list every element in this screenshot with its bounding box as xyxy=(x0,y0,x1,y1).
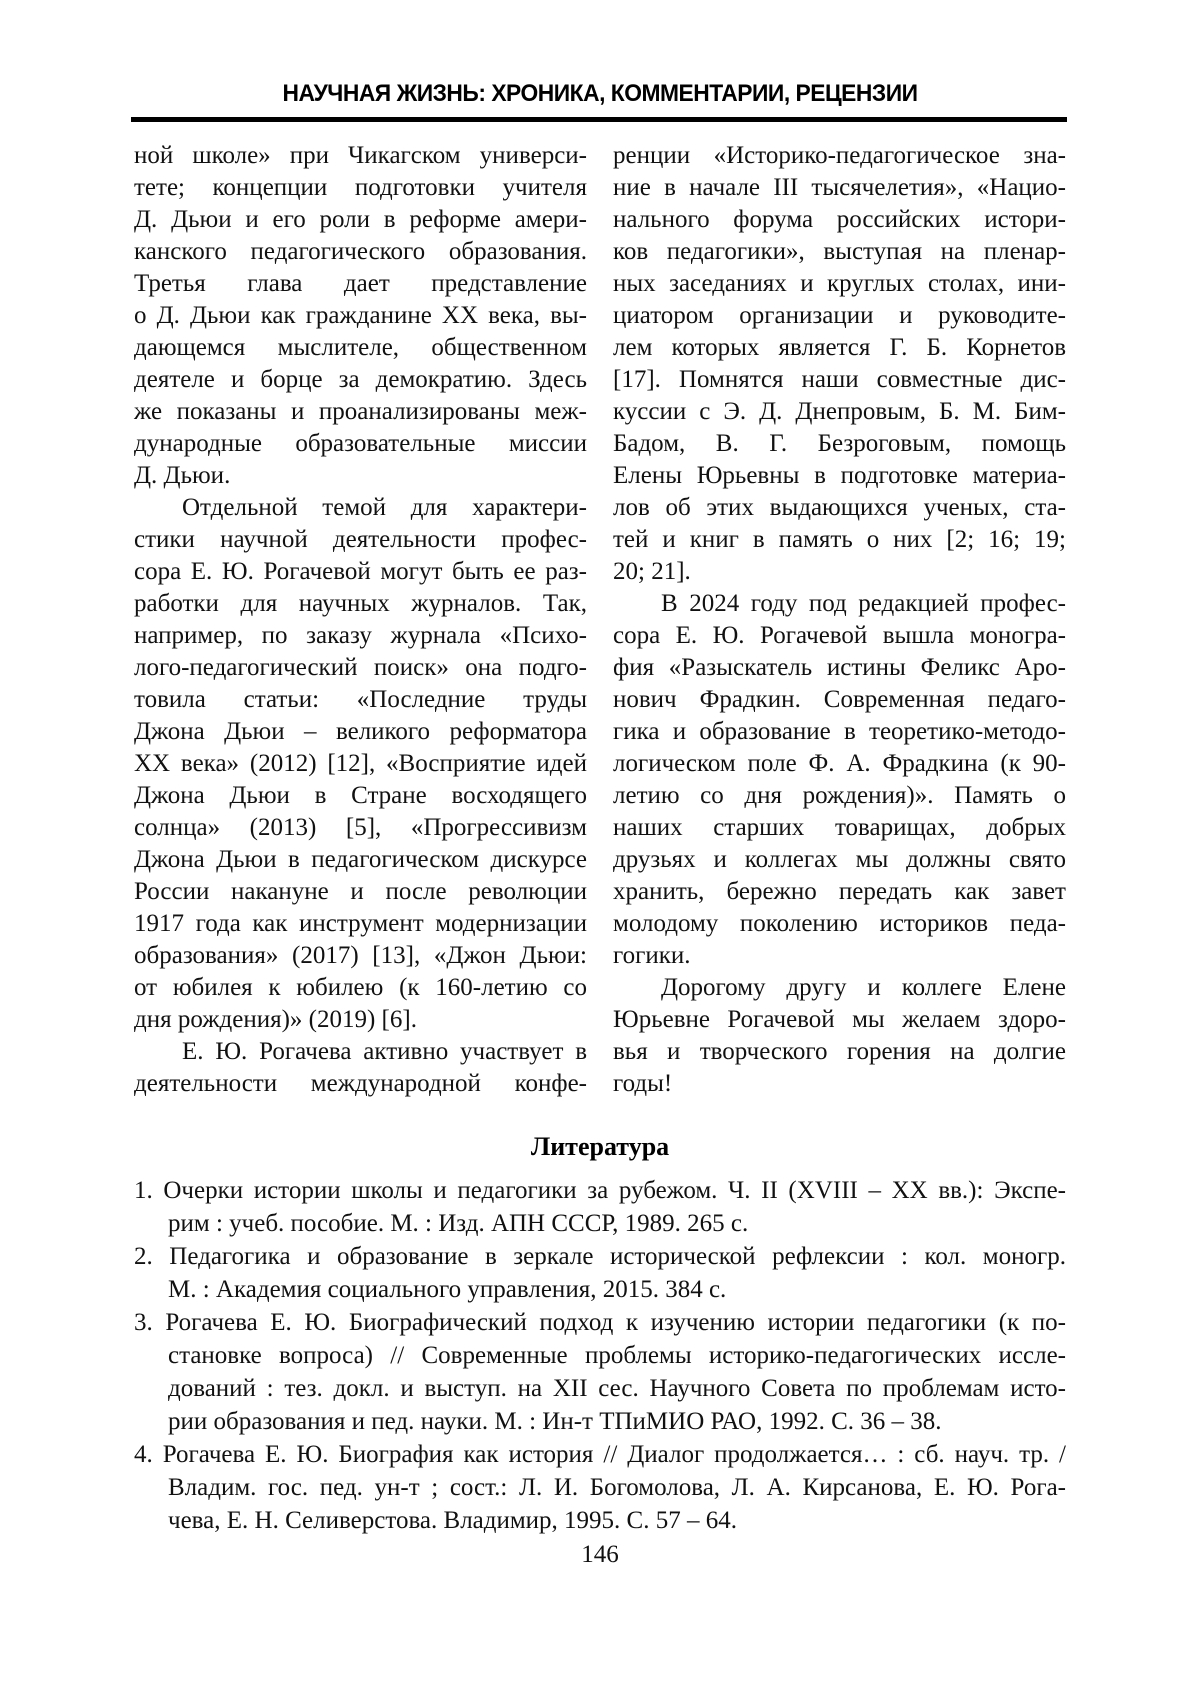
text-line: Д. Дьюи. xyxy=(134,462,231,489)
reference-item xyxy=(134,1174,1066,1240)
text-line: сора Е. Ю. Рогачевой могут быть ее раз- xyxy=(134,558,587,585)
page-number: 146 xyxy=(581,1541,619,1568)
text-line: куссии с Э. Д. Днепровым, Б. М. Бим- xyxy=(613,398,1066,425)
reference-line: становке вопроса) // Современные проблемы историко-педагогических иссле- xyxy=(168,1342,1066,1369)
text-line: 20; 21]. xyxy=(613,558,691,585)
text-line: нович Фрадкин. Современная педаго- xyxy=(613,686,1066,713)
reference-list xyxy=(134,1174,1066,1537)
text-line: Джона Дьюи – великого реформатора xyxy=(134,718,587,745)
text-line: Третья глава дает представление xyxy=(134,270,587,297)
text-line: нального форума российских истори- xyxy=(613,206,1066,233)
column-right xyxy=(613,140,1066,1100)
text-line: товила статьи: «Последние труды xyxy=(134,686,587,713)
reference-line: 4. Рогачева Е. Ю. Биография как история // Диалог продолжается… : сб. науч. тр. / xyxy=(134,1441,1066,1468)
text-line: же показаны и проанализированы меж- xyxy=(134,398,587,425)
text-line: 1917 года как инструмент модернизации xyxy=(134,910,587,937)
two-column-body xyxy=(134,140,1066,1100)
text-line: хранить, бережно передать как завет xyxy=(613,878,1066,905)
text-line: ных заседаниях и круглых столах, ини- xyxy=(613,270,1066,297)
text-line: В 2024 году под редакцией профес- xyxy=(661,590,1066,617)
text-line: лов об этих выдающихся ученых, ста- xyxy=(613,494,1066,521)
text-line: России накануне и после революции xyxy=(134,878,587,905)
text-line: Елены Юрьевны в подготовке материа- xyxy=(613,462,1066,489)
text-line: дня рождения)» (2019) [6]. xyxy=(134,1006,417,1033)
column-left xyxy=(134,140,587,1100)
reference-line: рим : учеб. пособие. М. : Изд. АПН СССР, 1989. 265 с. xyxy=(168,1210,749,1237)
text-line: Бадом, В. Г. Безроговым, помощь xyxy=(613,430,1066,457)
text-line: деятельности международной конфе- xyxy=(134,1070,587,1097)
reference-line: 2. Педагогика и образование в зеркале исторической рефлексии : кол. моногр. xyxy=(134,1243,1066,1270)
text-line: образования» (2017) [13], «Джон Дьюи: xyxy=(134,942,587,969)
text-line: дающемся мыслителе, общественном xyxy=(134,334,587,361)
text-line: канского педагогического образования. xyxy=(134,238,587,265)
reference-item xyxy=(134,1438,1066,1537)
text-line: стики научной деятельности профес- xyxy=(134,526,587,553)
text-line: годы! xyxy=(613,1070,673,1097)
text-line: Джона Дьюи в Стране восходящего xyxy=(134,782,587,809)
text-line: Джона Дьюи в педагогическом дискурсе xyxy=(134,846,587,873)
header-rule xyxy=(131,117,1067,122)
reference-line: 1. Очерки истории школы и педагогики за рубежом. Ч. II (XVIII – XX вв.): Экспе- xyxy=(134,1177,1066,1204)
text-line: молодому поколению историков педа- xyxy=(613,910,1066,937)
text-line: [17]. Помнятся наши совместные дис- xyxy=(613,366,1066,393)
text-line: тей и книг в память о них [2; 16; 19; xyxy=(613,526,1066,553)
text-line: сора Е. Ю. Рогачевой вышла моногра- xyxy=(613,622,1066,649)
running-head: НАУЧНАЯ ЖИЗНЬ: ХРОНИКА, КОММЕНТАРИИ, РЕЦЕНЗИИ xyxy=(282,80,918,107)
text-line: XX века» (2012) [12], «Восприятие идей xyxy=(134,750,587,777)
text-line: дународные образовательные миссии xyxy=(134,430,587,457)
reference-item xyxy=(134,1240,1066,1306)
text-line: например, по заказу журнала «Психо- xyxy=(134,622,587,649)
text-line: деятеле и борце за демократию. Здесь xyxy=(134,366,587,393)
text-line: гогики. xyxy=(613,942,691,969)
text-line: о Д. Дьюи как гражданине XX века, вы- xyxy=(134,302,587,329)
text-line: Юрьевне Рогачевой мы желаем здоро- xyxy=(613,1006,1066,1033)
text-line: тете; концепции подготовки учителя xyxy=(134,174,587,201)
text-line: фия «Разыскатель истины Феликс Аро- xyxy=(613,654,1066,681)
reference-line: чева, Е. Н. Селиверстова. Владимир, 1995. С. 57 – 64. xyxy=(168,1507,737,1534)
text-line: Дорогому другу и коллеге Елене xyxy=(661,974,1066,1001)
text-line: Е. Ю. Рогачева активно участвует в xyxy=(182,1038,587,1065)
text-line: гика и образование в теоретико-методо- xyxy=(613,718,1066,745)
reference-line: Владим. гос. пед. ун-т ; сост.: Л. И. Богомолова, Л. А. Кирсанова, Е. Ю. Рога- xyxy=(168,1474,1066,1501)
reference-line: М. : Академия социального управления, 2015. 384 с. xyxy=(168,1276,727,1303)
text-line: логическом поле Ф. А. Фрадкина (к 90- xyxy=(613,750,1066,777)
text-line: ние в начале III тысячелетия», «Нацио- xyxy=(613,174,1066,201)
text-line: летию со дня рождения)». Память о xyxy=(613,782,1066,809)
text-line: от юбилея к юбилею (к 160-летию со xyxy=(134,974,587,1001)
reference-item xyxy=(134,1306,1066,1438)
text-line: наших старших товарищах, добрых xyxy=(613,814,1066,841)
text-line: друзьях и коллегах мы должны свято xyxy=(613,846,1066,873)
text-line: вья и творческого горения на долгие xyxy=(613,1038,1066,1065)
text-line: лого-педагогический поиск» она подго- xyxy=(134,654,587,681)
literature-heading: Литература xyxy=(530,1132,670,1161)
reference-line: дований : тез. докл. и выступ. на XII сес. Научного Совета по проблемам исто- xyxy=(168,1375,1066,1402)
text-line: лем которых является Г. Б. Корнетов xyxy=(613,334,1066,361)
reference-line: рии образования и пед. науки. М. : Ин-т ТПиМИО РАО, 1992. С. 36 – 38. xyxy=(168,1408,942,1435)
text-line: циатором организации и руководите- xyxy=(613,302,1066,329)
text-line: ной школе» при Чикагском универси- xyxy=(134,142,587,169)
text-line: Д. Дьюи и его роли в реформе амери- xyxy=(134,206,587,233)
reference-line: 3. Рогачева Е. Ю. Биографический подход к изучению истории педагогики (к по- xyxy=(134,1309,1066,1336)
text-line: работки для научных журналов. Так, xyxy=(134,590,587,617)
text-line: ренции «Историко-педагогическое зна- xyxy=(613,142,1066,169)
text-line: Отдельной темой для характери- xyxy=(182,494,587,521)
text-line: солнца» (2013) [5], «Прогрессивизм xyxy=(134,814,587,841)
text-line: ков педагогики», выступая на пленар- xyxy=(613,238,1066,265)
